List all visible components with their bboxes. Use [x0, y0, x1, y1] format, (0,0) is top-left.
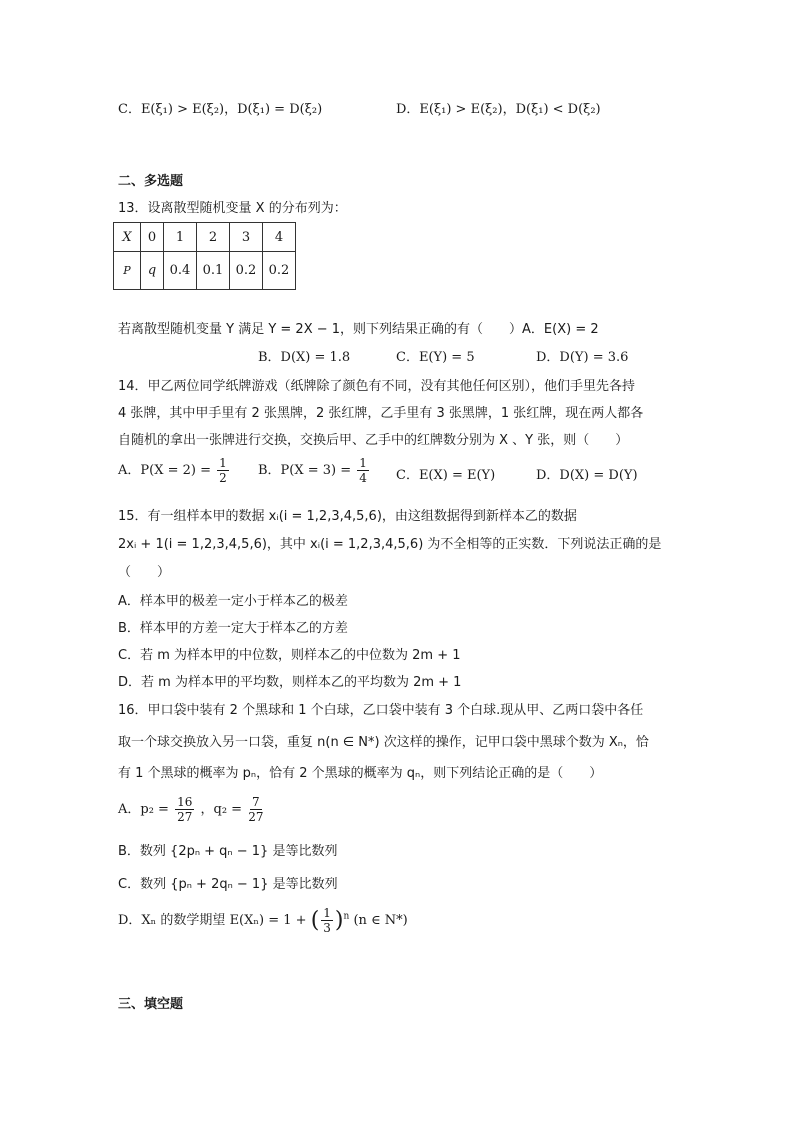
q16-line-1: 16．甲口袋中装有 2 个黑球和 1 个白球，乙口袋中装有 3 个白球.现从甲、乙两口袋中各任: [118, 703, 644, 718]
q14-option-a-text: A．P(X = 2) =: [118, 463, 211, 478]
fraction-denominator: 27: [248, 810, 264, 824]
q16-line-3: 有 1 个黑球的概率为 pₙ，恰有 2 个黑球的概率为 qₙ，则下列结论正确的是（ ）: [118, 766, 603, 781]
q16-option-d-domain: (n ∈ N*): [353, 913, 408, 928]
exponent: n: [343, 911, 350, 922]
table-cell: P: [114, 252, 141, 290]
q12-option-d: D．E(ξ₁) > E(ξ₂)，D(ξ₁) < D(ξ₂): [396, 102, 601, 117]
fraction-denominator: 3: [323, 921, 331, 935]
table-cell: 1: [164, 223, 197, 252]
q13-option-c: C．E(Y) = 5: [396, 350, 475, 365]
table-row: [114, 223, 296, 252]
q13-option-b: B．D(X) = 1.8: [258, 350, 351, 365]
q14-option-d: D．D(X) = D(Y): [536, 468, 638, 483]
q14-line-1: 14．甲乙两位同学纸牌游戏（纸牌除了颜色有不同，没有其他任何区别），他们手里先各持: [118, 379, 636, 394]
q14-option-b: [258, 456, 371, 485]
q13-condition: 若离散型随机变量 Y 满足 Y = 2X − 1，则下列结果正确的有（ ）A．E(X) = 2: [118, 322, 599, 337]
fraction: [248, 795, 263, 824]
q16-line-2: 取一个球交换放入另一口袋，重复 n(n ∈ N*) 次这样的操作，记甲口袋中黑球个数为 Xₙ，恰: [118, 735, 649, 750]
fraction-numerator: 1: [323, 906, 331, 920]
q14-line-3: 自随机的拿出一张牌进行交换，交换后甲、乙手中的红牌数分别为 X 、Y 张，则（ ）: [118, 433, 629, 448]
table-cell: q: [141, 252, 164, 290]
q16-option-c: C．数列 {pₙ + 2qₙ − 1} 是等比数列: [118, 877, 338, 892]
q14-line-2: 4 张牌，其中甲手里有 2 张黑牌，2 张红牌，乙手里有 3 张黑牌，1 张红牌，现在两人都各: [118, 406, 644, 421]
section-heading-multi-choice: 二、多选题: [118, 174, 184, 189]
fraction-denominator: 2: [219, 471, 227, 485]
fraction-numerator: 16: [177, 795, 193, 809]
q14-option-a: [118, 456, 231, 485]
q12-option-c: C．E(ξ₁) > E(ξ₂)，D(ξ₁) = D(ξ₂): [118, 102, 323, 117]
fraction: [321, 906, 333, 935]
q14-option-c: C．E(X) = E(Y): [396, 468, 496, 483]
q16-option-b: B．数列 {2pₙ + qₙ − 1} 是等比数列: [118, 844, 338, 859]
table-cell: 0.4: [164, 252, 197, 290]
table-cell: 0.2: [230, 252, 263, 290]
q15-option-d: D．若 m 为样本甲的平均数，则样本乙的平均数为 2m + 1: [118, 675, 462, 690]
q16-option-d: [118, 906, 408, 935]
q15-option-c: C．若 m 为样本甲的中位数，则样本乙的中位数为 2m + 1: [118, 648, 461, 663]
table-cell: 4: [263, 223, 296, 252]
q15-line-1: 15．有一组样本甲的数据 xᵢ(i = 1,2,3,4,5,6)，由这组数据得到新样本乙的数据: [118, 509, 577, 524]
table-cell: 0.1: [197, 252, 230, 290]
q16-option-d-text: D．Xₙ 的数学期望 E(Xₙ) = 1 +: [118, 913, 307, 928]
table-cell: 0: [141, 223, 164, 252]
fraction: [175, 795, 194, 824]
fraction-denominator: 4: [359, 471, 367, 485]
table-cell: X: [114, 223, 141, 252]
table-cell: 0.2: [263, 252, 296, 290]
q13-option-d: D．D(Y) = 3.6: [536, 350, 629, 365]
paren-left: (: [310, 908, 320, 933]
fraction: [357, 456, 369, 485]
q15-line-2: 2xᵢ + 1(i = 1,2,3,4,5,6)，其中 xᵢ(i = 1,2,3,4,5,6) 为不全相等的正实数．下列说法正确的是: [118, 537, 662, 552]
paren-right: ): [334, 908, 344, 933]
q14-option-b-text: B．P(X = 3) =: [258, 463, 352, 478]
q16-option-a-q: ，q₂ =: [200, 802, 243, 817]
q16-option-a-p: A．p₂ =: [118, 802, 169, 817]
fraction-numerator: 7: [252, 795, 260, 809]
q16-option-a: [118, 795, 266, 824]
fraction-numerator: 1: [359, 456, 367, 470]
q15-line-3: （ ）: [118, 565, 171, 580]
q13-stem: 13．设离散型随机变量 X 的分布列为：: [118, 201, 347, 216]
fraction-numerator: 1: [219, 456, 227, 470]
q15-option-a: A．样本甲的极差一定小于样本乙的极差: [118, 594, 348, 609]
q13-distribution-table: [113, 222, 296, 290]
fraction: [217, 456, 229, 485]
section-heading-fill-in: 三、填空题: [118, 997, 184, 1012]
table-cell: 2: [197, 223, 230, 252]
table-cell: 3: [230, 223, 263, 252]
table-row: [114, 252, 296, 290]
q15-option-b: B．样本甲的方差一定大于样本乙的方差: [118, 621, 348, 636]
fraction-denominator: 27: [177, 810, 193, 824]
